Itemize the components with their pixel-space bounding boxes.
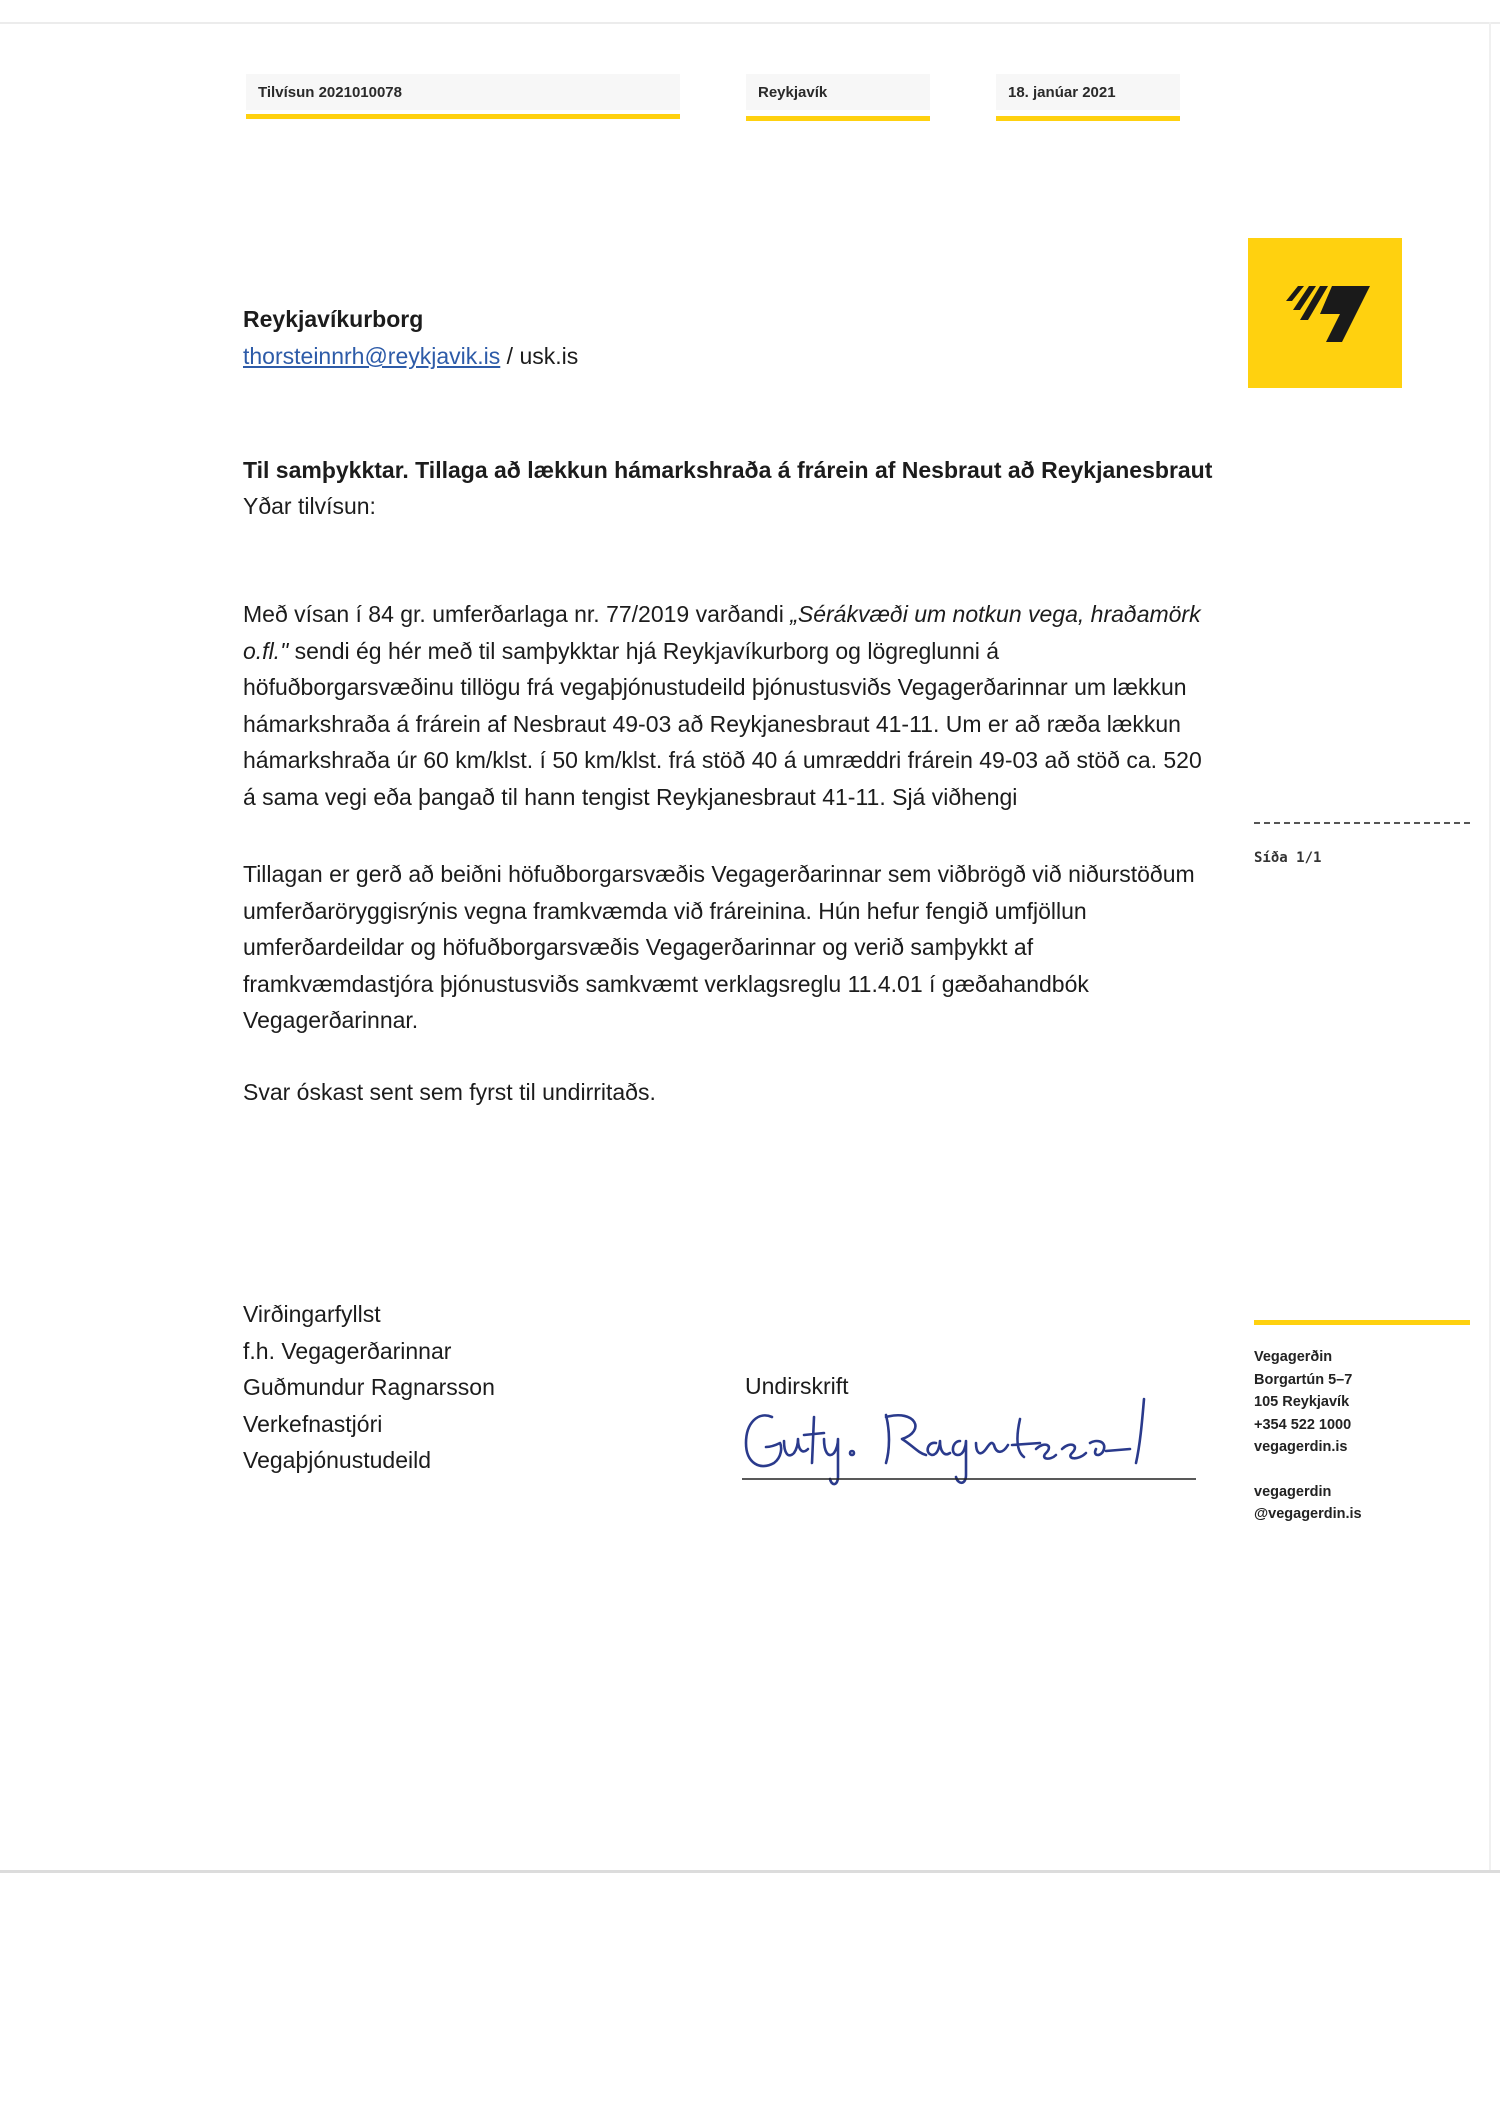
page-indicator: Síða 1/1: [1254, 850, 1322, 866]
sidebar-dashed-divider: [1254, 822, 1470, 824]
body-paragraph-3: Svar óskast sent sem fyrst til undirritaðs.: [243, 1079, 656, 1105]
sender-street: Borgartún 5–7: [1254, 1371, 1353, 1388]
sender-web[interactable]: vegagerdin.is: [1254, 1439, 1348, 1455]
reference-number: Tilvísun 2021010078: [258, 84, 402, 101]
sidebar-yellow-rule: [1254, 1320, 1470, 1325]
recipient-other: usk.is: [519, 343, 579, 369]
recipient-name: Reykjavíkurborg: [243, 306, 424, 332]
sender-org: Vegagerðin: [1254, 1349, 1333, 1365]
page-edge-top: [0, 22, 1500, 24]
reference-underline: [246, 114, 680, 119]
body-paragraph-2: Tillagan er gerð að beiðni höfuðborgarsvæðis Vegagerðarinnar sem viðbrögð við niðurstöðum umferðaröryggisrýnis vegna framkvæmda við fráreinina. Hún hefur fengið umfjöllun umferðardeildar og höfuðborgarsvæðis Vegagerðarinnar og verið samþykkt af framkvæmdastjóra þjónustusviðs samkvæmt verklagsreglu 11.4.01 í gæðahandbók Vegagerðarinnar.: [243, 861, 1195, 1033]
recipient-contact: [243, 343, 578, 370]
date-field: [996, 74, 1180, 110]
sender-postal: 105 Reykjavík: [1254, 1394, 1350, 1410]
city-name: Reykjavík: [758, 84, 828, 101]
p1-italic-title: „Sérákvæði um notkun vega, hraðamörk o.fl.": [243, 601, 1201, 664]
signer-name: Guðmundur Ragnarsson: [243, 1374, 495, 1400]
sender-address: [1254, 1346, 1362, 1526]
road-stripes-icon: [1248, 238, 1402, 388]
recipient-email-link[interactable]: thorsteinnrh@reykjavik.is: [243, 343, 501, 369]
vegagerdin-logo: [1248, 238, 1402, 388]
page-edge-right: [1489, 22, 1491, 1870]
sender-email-user: vegagerdin: [1254, 1483, 1332, 1500]
signature-label: Undirskrift: [745, 1373, 849, 1399]
your-reference-label: Yðar tilvísun:: [243, 493, 376, 519]
sender-email-domain[interactable]: @vegagerdin.is: [1254, 1506, 1362, 1522]
signer-department: Vegaþjónustudeild: [243, 1447, 431, 1473]
p1-text-end: sendi ég hér með til samþykktar hjá Reykjavíkurborg og lögreglunni á höfuðborgarsvæðinu tillögu frá vegaþjónustudeild þjónustusviðs Vegagerðarinnar um lækkun hámarkshraða á frárein af Nesbraut 49-03 að Reykjanesbraut 41-11. Um er að ræða lækkun hámarkshraða úr 60 km/klst. í 50 km/klst. frá stöð 40 á umræddri frárein 49-03 að stöð ca. 520 á sama vegi eða þangað til hann tengist Reykjanesbraut 41-11. Sjá viðhengi: [243, 637, 1202, 810]
closing-greeting: Virðingarfyllst: [243, 1301, 381, 1327]
date-underline: [996, 116, 1180, 121]
letter-subject: Til samþykktar. Tillaga að lækkun hámarkshraða á frárein af Nesbraut að Reykjanesbraut: [243, 457, 1213, 483]
recipient-separator: /: [506, 343, 514, 369]
closing-on-behalf: f.h. Vegagerðarinnar: [243, 1337, 452, 1364]
city-field: [746, 74, 930, 110]
signer-title: Verkefnastjóri: [243, 1410, 383, 1437]
closing-block: [243, 1296, 495, 1479]
body-paragraph-1: [243, 596, 1203, 815]
sender-phone: +354 522 1000: [1254, 1416, 1352, 1433]
city-underline: [746, 116, 930, 121]
reference-field: [246, 74, 680, 110]
sidebar-spacer: [1254, 1459, 1362, 1481]
letter-date: 18. janúar 2021: [1008, 84, 1116, 101]
p1-text-start: Með vísan í 84 gr. umferðarlaga nr. 77/2019 varðandi: [243, 601, 791, 627]
page-edge-bottom: [0, 1870, 1500, 1873]
handwritten-signature: [740, 1383, 1200, 1493]
